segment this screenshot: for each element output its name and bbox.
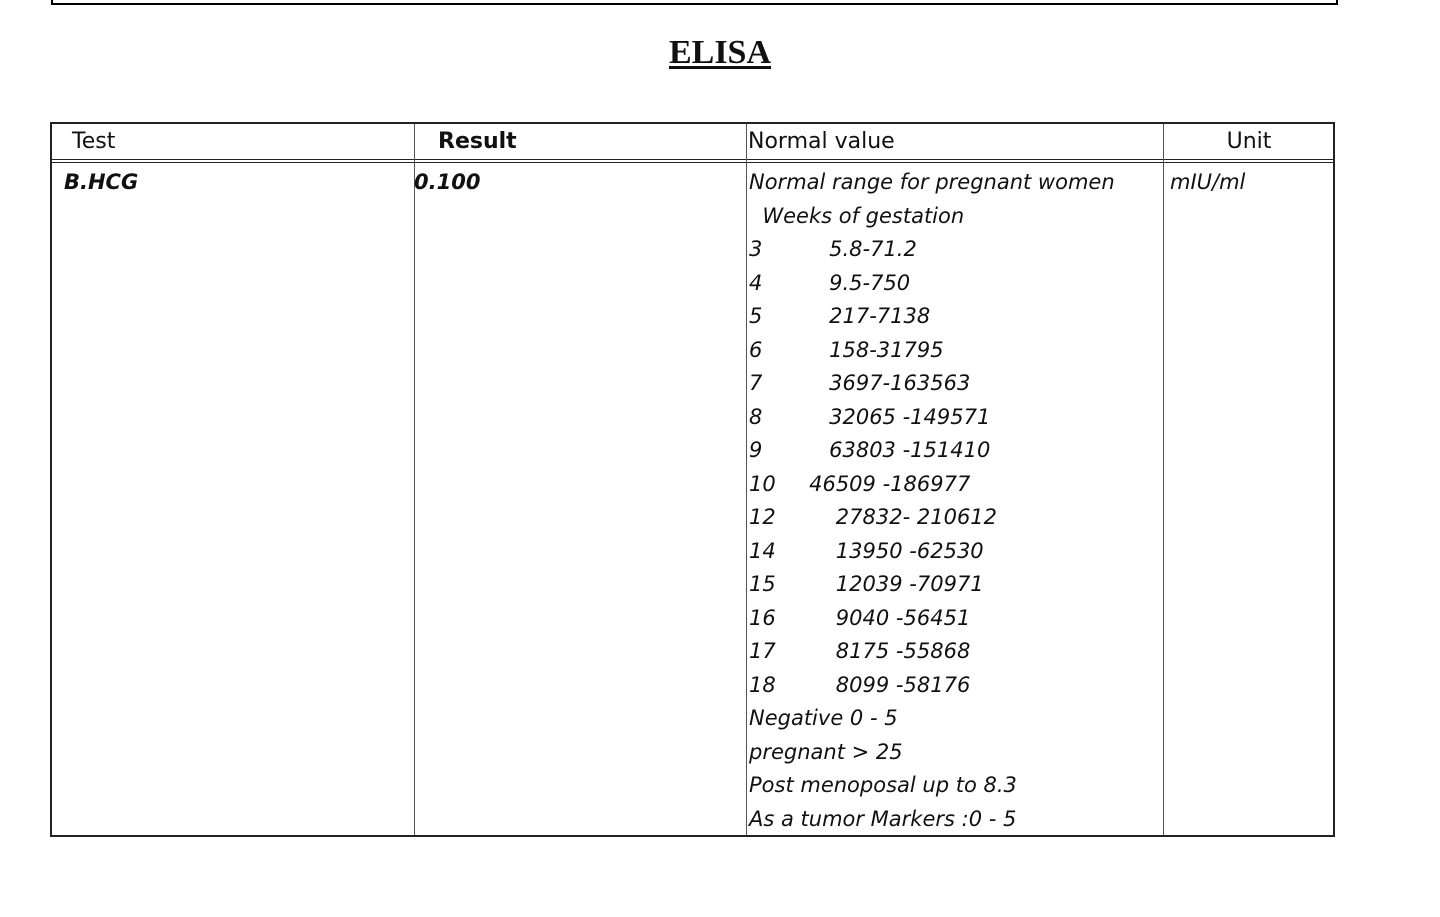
cell-test-name: B.HCG — [64, 170, 139, 194]
normal-line: Negative 0 - 5 — [749, 706, 898, 730]
cell-normal-value — [749, 166, 1115, 836]
normal-line: pregnant > 25 — [749, 739, 903, 764]
normal-line: 8 32065 -149571 — [749, 404, 991, 429]
header-normal-value: Normal value — [748, 129, 895, 154]
table-header-row — [52, 124, 1333, 160]
normal-line: 15 12039 -70971 — [749, 572, 984, 596]
normal-line: As a tumor Markers :0 - 5 — [749, 806, 1017, 831]
table-header-divider — [52, 162, 1333, 163]
normal-line: 10 46509 -186977 — [749, 471, 971, 496]
normal-line: 6 158-31795 — [749, 337, 944, 362]
page-title: ELISA — [668, 34, 772, 71]
normal-line: Weeks of gestation — [749, 203, 965, 228]
column-divider — [1163, 124, 1164, 835]
header-test: Test — [72, 129, 116, 154]
normal-line: 18 8099 -58176 — [749, 672, 971, 697]
normal-line: Post menoposal up to 8.3 — [749, 773, 1017, 797]
normal-line: Normal range for pregnant women — [749, 170, 1115, 194]
normal-line: 9 63803 -151410 — [749, 438, 991, 462]
results-table — [50, 122, 1335, 837]
normal-line: 4 9.5-750 — [749, 270, 911, 295]
column-divider — [414, 124, 415, 835]
column-divider — [746, 124, 747, 835]
normal-line: 16 9040 -56451 — [749, 605, 971, 630]
normal-line: 17 8175 -55868 — [749, 639, 971, 663]
cell-unit: mIU/ml — [1170, 170, 1246, 194]
normal-line: 5 217-7138 — [749, 304, 931, 328]
normal-line: 14 13950 -62530 — [749, 538, 984, 563]
normal-line: 12 27832- 210612 — [749, 505, 998, 529]
header-result: Result — [438, 129, 517, 154]
normal-line: 7 3697-163563 — [749, 371, 971, 395]
normal-line: 3 5.8-71.2 — [749, 237, 917, 261]
cell-result-value: 0.100 — [414, 170, 481, 194]
header-unit: Unit — [1226, 129, 1272, 154]
page-top-border — [51, 0, 1338, 5]
